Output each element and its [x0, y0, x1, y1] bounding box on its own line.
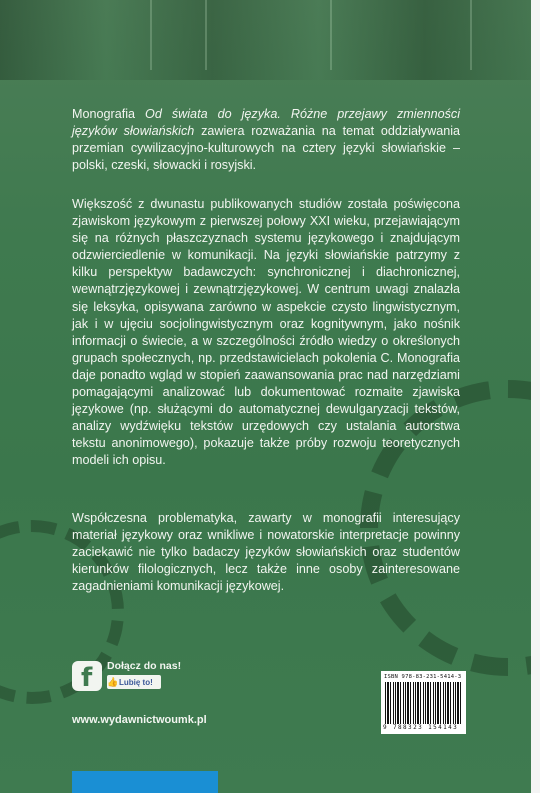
- facebook-like-button[interactable]: [107, 675, 161, 689]
- intro-prefix: Monografia: [72, 107, 146, 121]
- decorative-photo-band: [0, 0, 531, 80]
- audience-paragraph: Współczesna problematyka, zawarty w monografii interesujący materiał językowy oraz wnikliwe i nowatorskie interpretacje powinny zaciekawić nie tylko badaczy języków słowiańskich oraz studentów kierunków filologicznych, lecz także inne osoby zainteresowane zagadnieniami komunikacji językowej.: [72, 511, 460, 594]
- barcode-digits: 9 788323 154143: [383, 724, 459, 731]
- thumbs-up-icon: 👍: [107, 677, 119, 687]
- decorative-line: [150, 0, 152, 70]
- facebook-join-label[interactable]: Dołącz do nas!: [107, 660, 182, 672]
- accent-bar: [72, 771, 218, 793]
- isbn-text: ISBN 978-83-231-5414-3: [384, 674, 462, 680]
- decorative-line: [330, 0, 332, 70]
- book-title-italic: Od świata do języka. Różne przejawy zmienności języków słowiańskich: [72, 107, 460, 139]
- intro-rest: zawiera rozważania na temat oddziaływania przemian cywilizacyjno-kulturowych na cztery języki słowiańskie – polski, czeski, słowacki i rosyjski.: [72, 124, 461, 173]
- facebook-icon[interactable]: [72, 661, 102, 691]
- barcode: [381, 671, 466, 734]
- facebook-like-label: Lubię to!: [119, 678, 153, 687]
- decorative-line: [470, 0, 472, 70]
- publisher-website-link[interactable]: www.wydawnictwoumk.pl: [72, 714, 207, 726]
- barcode-bars: [385, 682, 462, 724]
- description-paragraph: Większość z dwunastu publikowanych studiów została poświęcona zjawiskom językowym z pierwszej połowy XXI wieku, przejawiającym się na różnych płaszczyznach systemu językowego i znajdującym odzwierciedlenie w komunikacji. Na języki słowiańskie patrzymy z kilku perspektyw badawczych: synchronicznej i diachronicznej, wewnątrzjęzykowej i zewnątrzjęzykowej. W centrum uwagi znalazła się leksyka, opisywana zarówno w aspekcie czysto lingwistycznym, jak i w ujęciu socjolingwistycznym oraz kognitywnym, jako nośnik informacji o świecie, a w szczególności źródło wiedzy o określonych grupach społecznych, np. przedstawicielach pokolenia C. Monografia daje ponadto wgląd w stopień zaawansowania prac nad narzędziami pomagającymi analizować lub dokumentować rozmaite zjawiska językowe (np. służącymi do automatycznej dewulgaryzacji tekstów, analizy wydźwięku tekstów urzędowych czy ustalania autorstwa tekstu anonimowego), pokazuje także próby rozwoju teoretycznych modeli ich opisu.: [72, 197, 460, 468]
- decorative-line: [205, 0, 207, 70]
- intro-paragraph: [72, 106, 460, 174]
- page-edge: [531, 0, 540, 793]
